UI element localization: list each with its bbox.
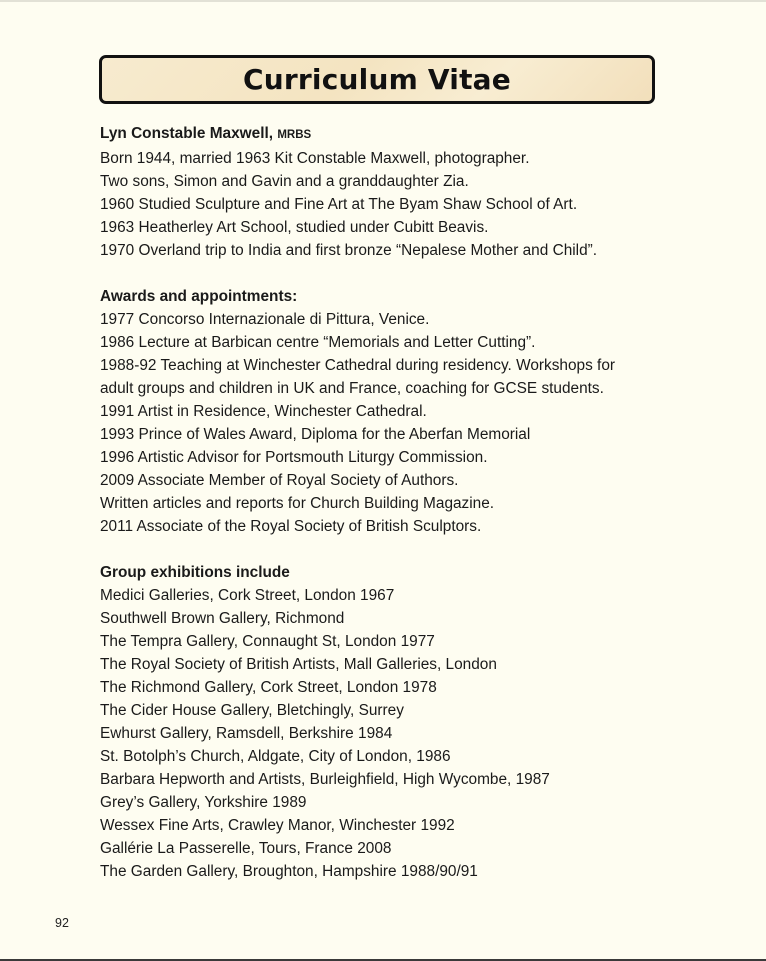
award-line: 1988-92 Teaching at Winchester Cathedral during residency. Workshops for (100, 357, 616, 374)
exhibition-line: The Garden Gallery, Broughton, Hampshire 1988/90/91 (100, 863, 478, 880)
bio-line: 1970 Overland trip to India and first bronze “Nepalese Mother and Child”. (100, 242, 598, 259)
exhibition-line: The Cider House Gallery, Bletchingly, Surrey (100, 702, 404, 719)
exhibitions-heading: Group exhibitions include (100, 564, 290, 581)
page-top-edge (0, 0, 766, 2)
exhibition-line: Medici Galleries, Cork Street, London 1967 (100, 587, 395, 604)
exhibition-line: Wessex Fine Arts, Crawley Manor, Winchester 1992 (100, 817, 455, 834)
title-banner (99, 55, 655, 104)
exhibition-line: Barbara Hepworth and Artists, Burleighfield, High Wycombe, 1987 (100, 771, 550, 788)
artist-name: Lyn Constable Maxwell, (100, 125, 274, 142)
awards-heading: Awards and appointments: (100, 288, 298, 305)
award-line: 1993 Prince of Wales Award, Diploma for the Aberfan Memorial (100, 426, 531, 443)
awards-section (100, 285, 700, 538)
artist-post-nominal: MRBS (277, 129, 312, 141)
award-line: 2011 Associate of the Royal Society of British Sculptors. (100, 518, 482, 535)
exhibition-line: Gallérie La Passerelle, Tours, France 2008 (100, 840, 392, 857)
bio-line: Two sons, Simon and Gavin and a granddaughter Zia. (100, 173, 469, 190)
exhibition-line: Grey’s Gallery, Yorkshire 1989 (100, 794, 307, 811)
award-line: adult groups and children in UK and France, coaching for GCSE students. (100, 380, 604, 397)
bio-line: Born 1944, married 1963 Kit Constable Maxwell, photographer. (100, 150, 530, 167)
bio-line: 1960 Studied Sculpture and Fine Art at The Byam Shaw School of Art. (100, 196, 578, 213)
award-line: 1986 Lecture at Barbican centre “Memorials and Letter Cutting”. (100, 334, 536, 351)
cv-content (100, 122, 700, 906)
page-title: Curriculum Vitae (243, 63, 511, 96)
bio-section (100, 122, 700, 262)
artist-name-heading (100, 122, 700, 147)
exhibitions-section (100, 561, 700, 883)
exhibition-line: Southwell Brown Gallery, Richmond (100, 610, 345, 627)
exhibition-line: The Royal Society of British Artists, Mall Galleries, London (100, 656, 497, 673)
award-line: 1996 Artistic Advisor for Portsmouth Liturgy Commission. (100, 449, 488, 466)
page-number: 92 (55, 916, 69, 930)
bio-line: 1963 Heatherley Art School, studied under Cubitt Beavis. (100, 219, 489, 236)
award-line: Written articles and reports for Church Building Magazine. (100, 495, 495, 512)
exhibition-line: The Tempra Gallery, Connaught St, London 1977 (100, 633, 435, 650)
award-line: 2009 Associate Member of Royal Society of Authors. (100, 472, 459, 489)
exhibition-line: St. Botolph’s Church, Aldgate, City of London, 1986 (100, 748, 451, 765)
exhibition-line: The Richmond Gallery, Cork Street, London 1978 (100, 679, 437, 696)
award-line: 1977 Concorso Internazionale di Pittura, Venice. (100, 311, 430, 328)
award-line: 1991 Artist in Residence, Winchester Cathedral. (100, 403, 427, 420)
exhibition-line: Ewhurst Gallery, Ramsdell, Berkshire 1984 (100, 725, 393, 742)
